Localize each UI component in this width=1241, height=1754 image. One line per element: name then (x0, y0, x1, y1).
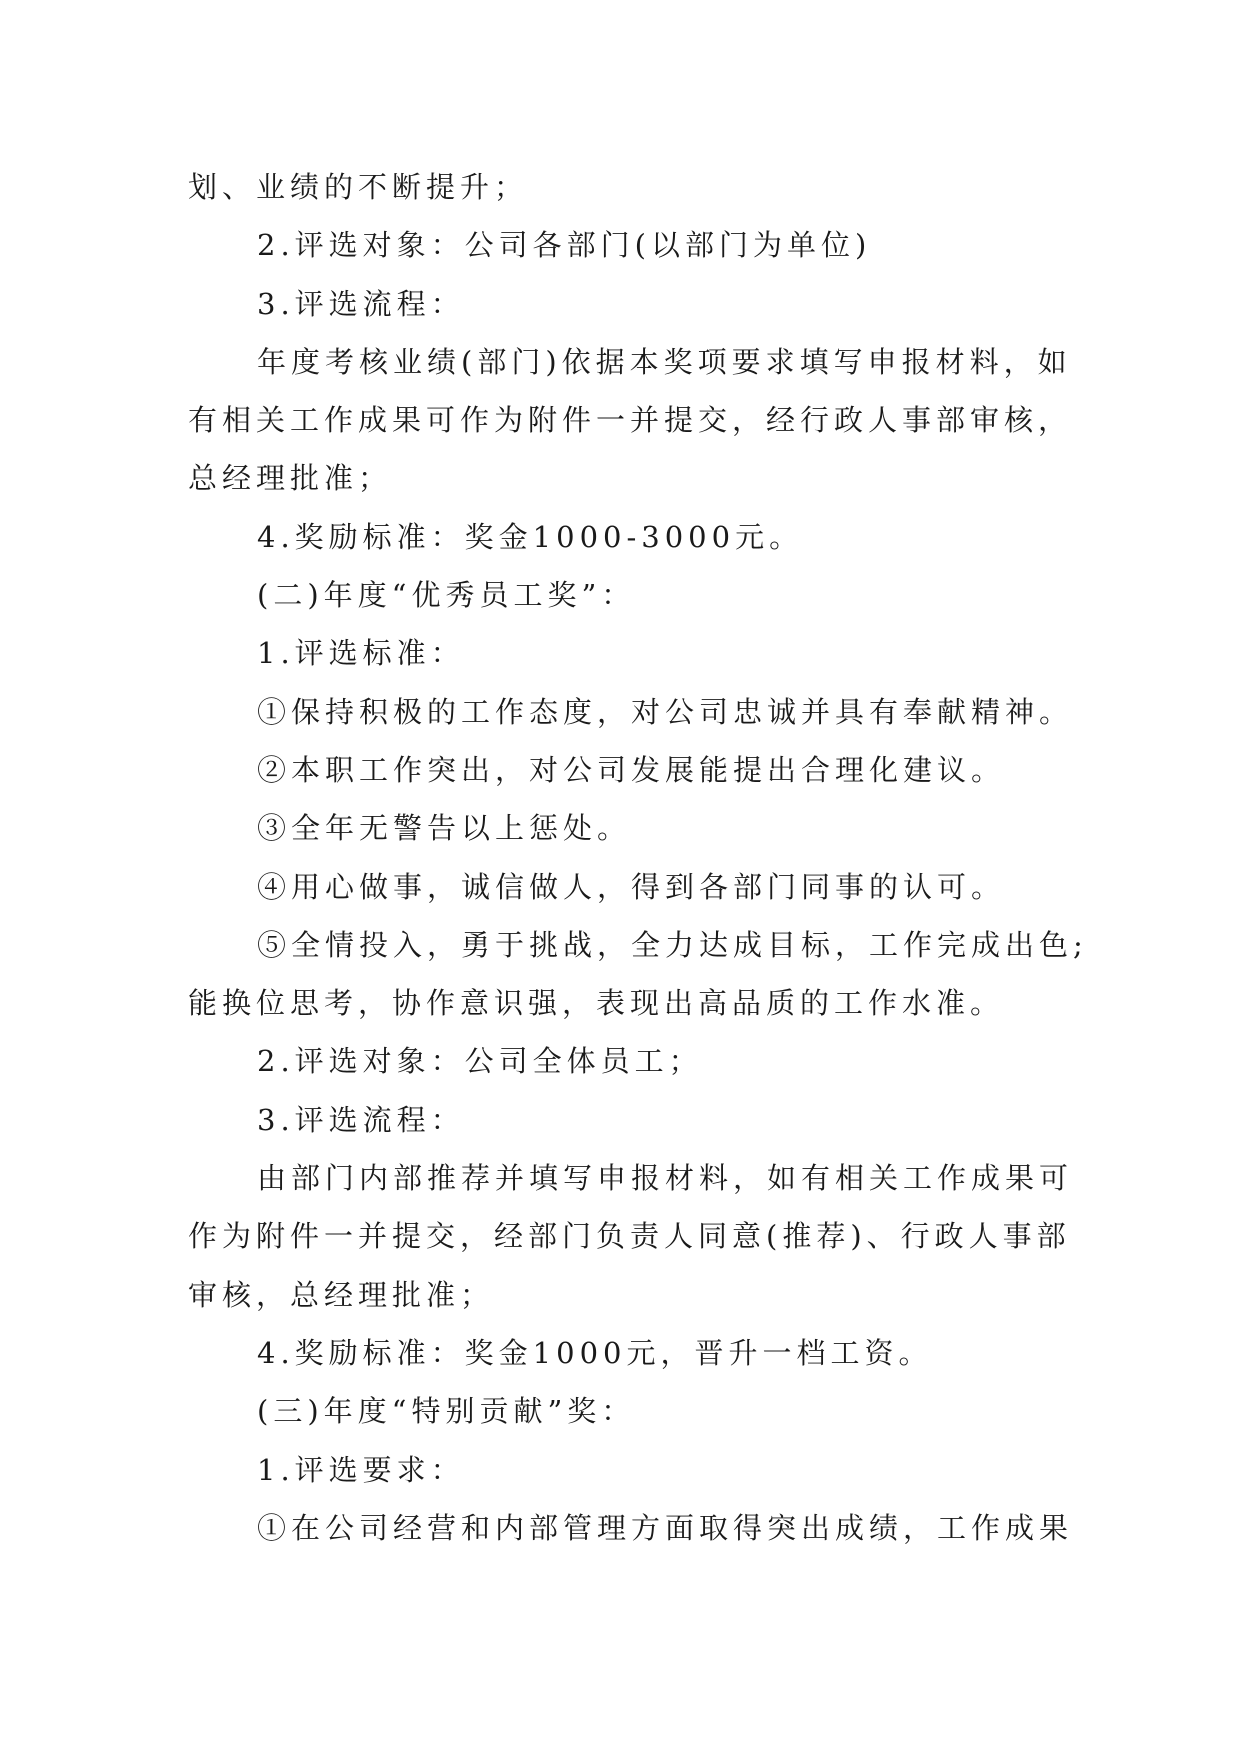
text-line: 1.评选标准： (257, 636, 465, 671)
text-line: ④用心做事，诚信做人，得到各部门同事的认可。 (257, 869, 1006, 904)
text-line: 由部门内部推荐并填写申报材料，如有相关工作成果可 (257, 1161, 1074, 1196)
text-line: 3.评选流程： (257, 286, 465, 321)
text-line: ①保持积极的工作态度，对公司忠诚并具有奉献精神。 (257, 694, 1074, 729)
text-line: ③全年无警告以上惩处。 (257, 811, 632, 846)
text-line: ⑤全情投入，勇于挑战，全力达成目标，工作完成出色; (257, 927, 1088, 962)
text-line: 2.评选对象：公司全体员工； (257, 1044, 703, 1079)
text-line: 2.评选对象：公司各部门(以部门为单位) (257, 228, 872, 263)
text-line: 有相关工作成果可作为附件一并提交，经行政人事部审核， (188, 403, 1073, 438)
text-line: 作为附件一并提交，经部门负责人同意(推荐)、行政人事部 (188, 1219, 1071, 1254)
document-body (188, 158, 1088, 1557)
text-line: 年度考核业绩(部门)依据本奖项要求填写申报材料，如 (257, 344, 1072, 379)
text-line: 1.评选要求： (257, 1452, 465, 1487)
text-line: 总经理批准； (188, 461, 393, 496)
text-line: ②本职工作突出，对公司发展能提出合理化建议。 (257, 752, 1006, 787)
text-line: ①在公司经营和内部管理方面取得突出成绩，工作成果 (257, 1510, 1074, 1545)
text-line: 4.奖励标准：奖金1000-3000元。 (257, 519, 804, 554)
text-line: 能换位思考，协作意识强，表现出高品质的工作水准。 (188, 986, 1005, 1021)
text-line: 3.评选流程： (257, 1102, 465, 1137)
text-line: (二)年度“优秀员工奖”： (257, 578, 636, 613)
text-line: (三)年度“特别贡献”奖： (257, 1394, 636, 1429)
text-line: 4.奖励标准：奖金1000元，晋升一档工资。 (257, 1335, 933, 1370)
text-line: 审核，总经理批准； (188, 1277, 495, 1312)
text-line: 划、业绩的不断提升； (188, 170, 529, 204)
